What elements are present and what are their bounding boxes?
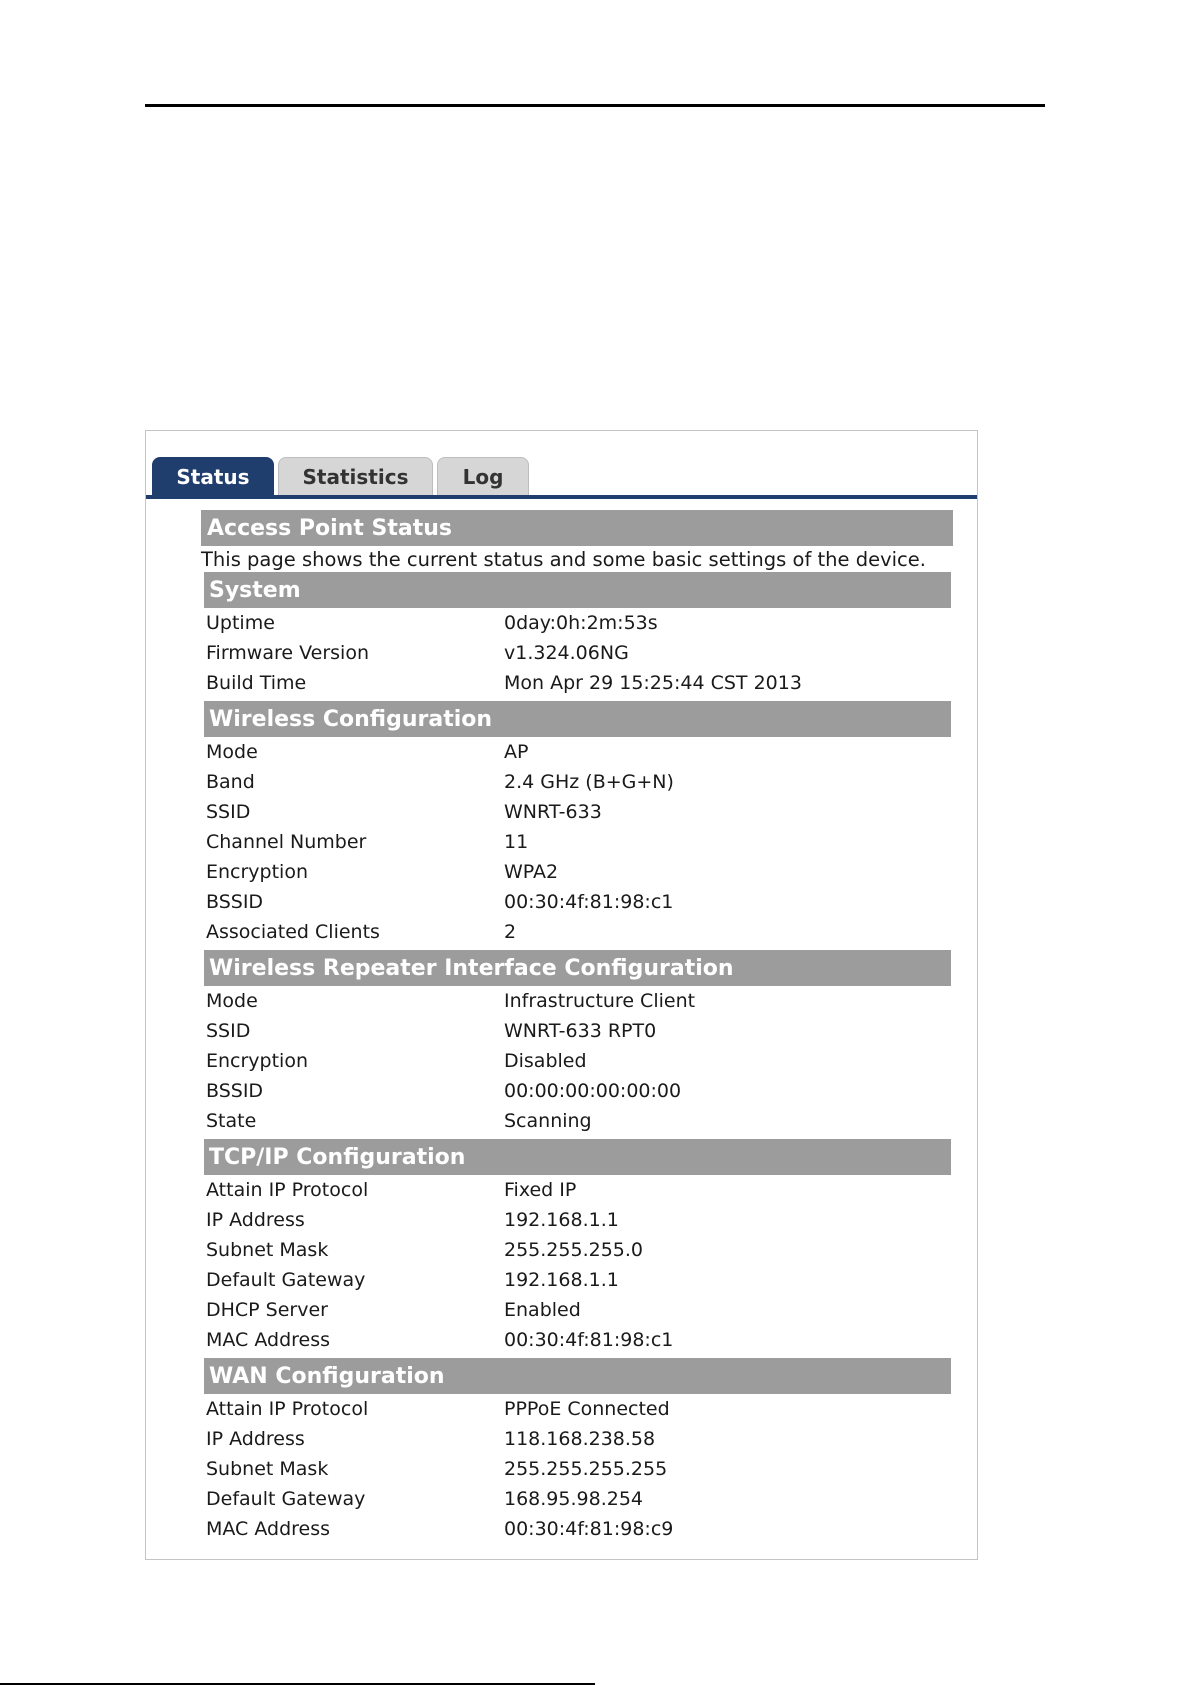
- row-value: Disabled: [504, 1050, 587, 1072]
- table-row: [204, 887, 951, 917]
- row-label: IP Address: [206, 1428, 305, 1450]
- table-row: [204, 1205, 951, 1235]
- table-row: [204, 737, 951, 767]
- row-label: BSSID: [206, 891, 264, 913]
- row-label: Firmware Version: [206, 642, 369, 664]
- row-value: WNRT-633 RPT0: [504, 1020, 657, 1042]
- row-label: DHCP Server: [206, 1299, 328, 1321]
- row-value: 192.168.1.1: [504, 1269, 619, 1291]
- row-label: State: [206, 1110, 257, 1132]
- table-row: [204, 857, 951, 887]
- row-value: 255.255.255.255: [504, 1458, 668, 1480]
- section-heading: WAN Configuration: [204, 1358, 951, 1394]
- row-value: 0day:0h:2m:53s: [504, 612, 658, 634]
- table-row: [204, 986, 951, 1016]
- table-row: [204, 1295, 951, 1325]
- row-label: Mode: [206, 990, 258, 1012]
- table-row: [204, 1325, 951, 1355]
- table-row: [204, 767, 951, 797]
- section-tcpip-configuration: [204, 1139, 951, 1355]
- row-label: Uptime: [206, 612, 275, 634]
- page-description: This page shows the current status and some basic settings of the device.: [201, 548, 926, 571]
- row-label: Subnet Mask: [206, 1239, 329, 1261]
- page-title: Access Point Status: [201, 510, 953, 546]
- row-label: Mode: [206, 741, 258, 763]
- row-label: Encryption: [206, 861, 309, 883]
- table-row: [204, 1484, 951, 1514]
- row-label: MAC Address: [206, 1329, 331, 1351]
- row-label: SSID: [206, 801, 251, 823]
- row-label: Encryption: [206, 1050, 309, 1072]
- row-value: v1.324.06NG: [504, 642, 629, 664]
- table-row: [204, 1424, 951, 1454]
- row-value: 192.168.1.1: [504, 1209, 619, 1231]
- tab-status[interactable]: Status: [152, 457, 274, 495]
- section-wan-configuration: [204, 1358, 951, 1544]
- table-row: [204, 797, 951, 827]
- row-value: 255.255.255.0: [504, 1239, 644, 1261]
- row-value: Scanning: [504, 1110, 592, 1132]
- table-row: [204, 1175, 951, 1205]
- row-value: Enabled: [504, 1299, 581, 1321]
- table-row: [204, 1016, 951, 1046]
- row-value: 168.95.98.254: [504, 1488, 644, 1510]
- table-row: [204, 1454, 951, 1484]
- row-value: 00:30:4f:81:98:c1: [504, 1329, 674, 1351]
- row-value: 118.168.238.58: [504, 1428, 656, 1450]
- row-label: MAC Address: [206, 1518, 331, 1540]
- row-value: Fixed IP: [504, 1179, 577, 1201]
- row-value: 2: [504, 921, 517, 943]
- row-label: Attain IP Protocol: [206, 1179, 369, 1201]
- tab-log[interactable]: Log: [437, 457, 529, 495]
- row-label: Band: [206, 771, 255, 793]
- section-system: [204, 572, 951, 698]
- header-rule: [145, 104, 1045, 107]
- tab-bar: [146, 457, 977, 499]
- table-row: [204, 1235, 951, 1265]
- row-label: BSSID: [206, 1080, 264, 1102]
- section-heading: System: [204, 572, 951, 608]
- table-row: [204, 1265, 951, 1295]
- row-label: Channel Number: [206, 831, 367, 853]
- table-row: [204, 638, 951, 668]
- row-value: 00:00:00:00:00:00: [504, 1080, 682, 1102]
- row-label: Attain IP Protocol: [206, 1398, 369, 1420]
- row-value: WPA2: [504, 861, 559, 883]
- row-value: PPPoE Connected: [504, 1398, 670, 1420]
- table-row: [204, 827, 951, 857]
- row-label: IP Address: [206, 1209, 305, 1231]
- row-label: SSID: [206, 1020, 251, 1042]
- section-wireless-repeater-configuration: [204, 950, 951, 1136]
- row-label: Default Gateway: [206, 1488, 366, 1510]
- table-row: [204, 608, 951, 638]
- row-label: Build Time: [206, 672, 307, 694]
- table-row: [204, 1076, 951, 1106]
- row-value: 11: [504, 831, 529, 853]
- tab-statistics[interactable]: Statistics: [278, 457, 433, 495]
- row-value: Infrastructure Client: [504, 990, 696, 1012]
- row-value: AP: [504, 741, 529, 763]
- table-row: [204, 1046, 951, 1076]
- row-value: WNRT-633: [504, 801, 602, 823]
- row-value: Mon Apr 29 15:25:44 CST 2013: [504, 672, 802, 694]
- table-row: [204, 668, 951, 698]
- row-value: 00:30:4f:81:98:c1: [504, 891, 674, 913]
- status-panel: [145, 430, 978, 1560]
- row-value: 00:30:4f:81:98:c9: [504, 1518, 674, 1540]
- section-heading: TCP/IP Configuration: [204, 1139, 951, 1175]
- section-heading: Wireless Repeater Interface Configuration: [204, 950, 951, 986]
- row-label: Subnet Mask: [206, 1458, 329, 1480]
- table-row: [204, 917, 951, 947]
- table-row: [204, 1514, 951, 1544]
- section-wireless-configuration: [204, 701, 951, 947]
- table-row: [204, 1394, 951, 1424]
- row-label: Default Gateway: [206, 1269, 366, 1291]
- table-row: [204, 1106, 951, 1136]
- row-label: Associated Clients: [206, 921, 380, 943]
- section-heading: Wireless Configuration: [204, 701, 951, 737]
- row-value: 2.4 GHz (B+G+N): [504, 771, 674, 793]
